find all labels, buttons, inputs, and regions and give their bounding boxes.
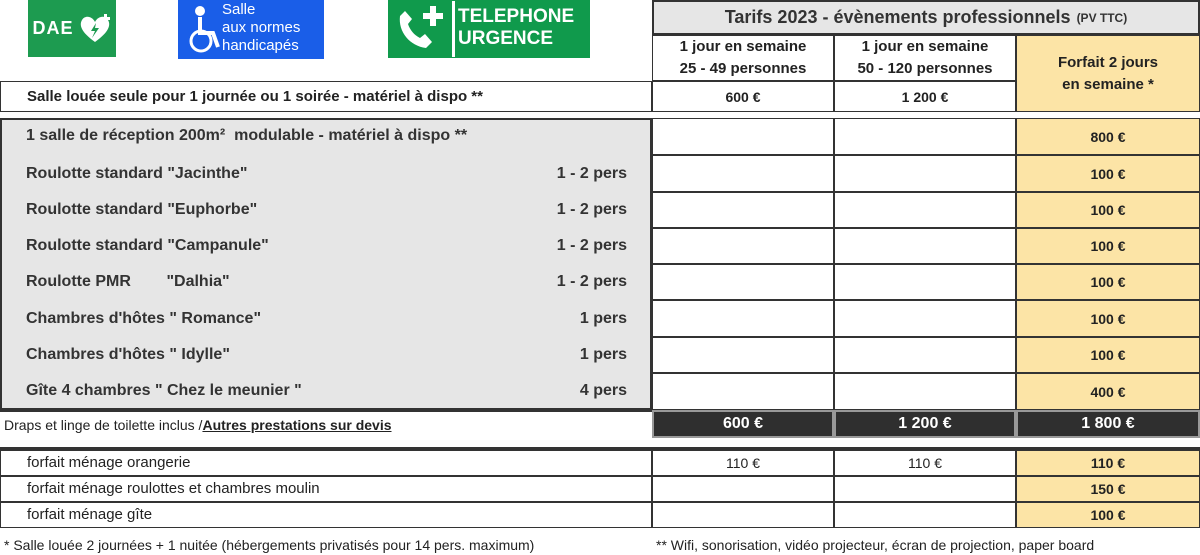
total-col-1-text: 600 €: [722, 415, 764, 432]
item-forfait-romance: [1016, 300, 1200, 337]
title-text: Tarifs 2023 - évènements professionnels: [724, 7, 1071, 27]
forfait-price: 100 €: [1090, 202, 1126, 218]
salle-seule-price-2-text: 1 200 €: [901, 88, 949, 105]
item-cell: [652, 118, 834, 155]
item-label-gite: Gîte 4 chambres " Chez le meunier ": [26, 382, 302, 399]
item-forfait-euphorbe: [1016, 192, 1200, 228]
forfait-price: 400 €: [1090, 383, 1126, 400]
item-cell: [652, 373, 834, 410]
menage-roulottes-label-cell: [0, 476, 652, 502]
totals-note: [4, 412, 392, 438]
telephone-line-2: URGENCE: [458, 28, 554, 49]
telephone-line-1: TELEPHONE: [458, 6, 575, 27]
item-label-idylle: Chambres d'hôtes " Idylle": [26, 346, 230, 363]
item-forfait-jacinthe: [1016, 155, 1200, 192]
menage-forfait-price: 100 €: [1090, 507, 1126, 523]
column-header-2-line-1: 1 jour en semaine: [861, 38, 989, 55]
linen-included-text: Draps et linge de toilette inclus /: [4, 417, 203, 433]
price-table-title: [652, 0, 1200, 35]
forfait-price: 100 €: [1090, 310, 1126, 327]
emergency-phone-logo: [388, 0, 590, 58]
item-cell: [834, 264, 1016, 300]
menage-price: 110 €: [726, 455, 760, 471]
forfait-price: 100 €: [1090, 238, 1126, 254]
salle-seule-label: Salle louée seule pour 1 journée ou 1 soirée - matériel à dispo **: [27, 87, 483, 105]
menage-orangerie-col-2: [834, 450, 1016, 476]
item-forfait-dalhia: [1016, 264, 1200, 300]
menage-gite-forfait: [1016, 502, 1200, 528]
total-col-2-text: 1 200 €: [898, 415, 952, 432]
other-services-link[interactable]: Autres prestations sur devis: [202, 417, 392, 433]
item-label-jacinthe: Roulotte standard "Jacinthe": [26, 165, 248, 182]
column-header-2-line-2: 50 - 120 personnes: [857, 60, 993, 77]
item-capacity-euphorbe: 1 - 2 pers: [556, 201, 627, 218]
menage-roulottes-forfait: [1016, 476, 1200, 502]
menage-label: forfait ménage gîte: [27, 506, 153, 523]
item-label-euphorbe: Roulotte standard "Euphorbe": [26, 201, 258, 218]
item-label-campanule: Roulotte standard "Campanule": [26, 237, 269, 254]
wheelchair-icon: [186, 5, 222, 55]
column-header-1: [652, 35, 834, 81]
item-cell: [834, 337, 1016, 373]
item-cell: [834, 373, 1016, 410]
phone-cross-icon: [390, 2, 450, 56]
item-cell: [652, 300, 834, 337]
item-forfait-idylle: [1016, 337, 1200, 373]
menage-orangerie-forfait: [1016, 450, 1200, 476]
total-col-forfait: [1016, 410, 1200, 438]
menage-roulottes-col-2: [834, 476, 1016, 502]
forfait-price: 100 €: [1090, 274, 1126, 290]
item-forfait-campanule: [1016, 228, 1200, 264]
item-cell: [652, 192, 834, 228]
column-header-1-line-2: 25 - 49 personnes: [679, 60, 807, 77]
item-forfait-gite: [1016, 373, 1200, 410]
accessibility-logo: [178, 0, 324, 59]
menage-gite-col-1: [652, 502, 834, 528]
item-cell: [652, 337, 834, 373]
forfait-price: 800 €: [1090, 128, 1126, 145]
menage-roulottes-col-1: [652, 476, 834, 502]
dae-logo-text: DAE: [32, 18, 74, 38]
column-header-3-line-2: en semaine *: [1062, 75, 1154, 93]
accessibility-line-1: Salle: [222, 1, 256, 18]
menage-orangerie-col-1: [652, 450, 834, 476]
dae-logo: [28, 0, 116, 57]
item-capacity-romance: 1 pers: [579, 310, 627, 327]
footnote-forfait: * Salle louée 2 journées + 1 nuitée (hébergements privatisés pour 14 pers. maximum): [4, 537, 535, 553]
item-label-dalhia: Roulotte PMR "Dalhia": [26, 273, 230, 290]
item-label-salle: 1 salle de réception 200m² modulable - matériel à dispo **: [26, 127, 468, 144]
item-capacity-idylle: 1 pers: [579, 346, 627, 363]
column-header-forfait: [1016, 35, 1200, 112]
item-cell: [834, 155, 1016, 192]
menage-price: 110 €: [908, 455, 942, 471]
item-cell: [834, 118, 1016, 155]
item-capacity-campanule: 1 - 2 pers: [556, 237, 627, 254]
menage-orangerie-label-cell: [0, 450, 652, 476]
footnote-equipment: ** Wifi, sonorisation, vidéo projecteur, écran de projection, paper board: [656, 537, 1095, 553]
total-col-1: [652, 410, 834, 438]
menage-label: forfait ménage roulottes et chambres moulin: [27, 480, 320, 497]
item-cell: [834, 228, 1016, 264]
forfait-price: 100 €: [1090, 347, 1126, 363]
total-col-2: [834, 410, 1016, 438]
item-capacity-jacinthe: 1 - 2 pers: [556, 165, 627, 182]
title-suffix: (PV TTC): [1076, 10, 1128, 25]
salle-seule-price-2: [834, 81, 1016, 112]
item-label-romance: Chambres d'hôtes " Romance": [26, 310, 262, 327]
menage-forfait-price: 110 €: [1090, 455, 1126, 471]
item-cell: [834, 300, 1016, 337]
column-header-2: [834, 35, 1016, 81]
heart-defibrillator-icon: [78, 14, 112, 44]
menage-gite-label-cell: [0, 502, 652, 528]
item-cell: [652, 228, 834, 264]
menage-label: forfait ménage orangerie: [27, 454, 191, 471]
salle-seule-label-cell: [0, 81, 652, 112]
offer-items-panel: [0, 118, 652, 410]
total-col-forfait-text: 1 800 €: [1081, 415, 1135, 432]
salle-seule-price-1-text: 600 €: [725, 88, 761, 105]
accessibility-line-3: handicapés: [222, 37, 299, 54]
accessibility-line-2: aux normes: [222, 19, 301, 36]
item-cell: [834, 192, 1016, 228]
salle-seule-price-1: [652, 81, 834, 112]
item-cell: [652, 264, 834, 300]
item-forfait-salle: [1016, 118, 1200, 155]
column-header-1-line-1: 1 jour en semaine: [679, 38, 807, 55]
column-header-3-line-1: Forfait 2 jours: [1057, 53, 1158, 71]
item-capacity-gite: 4 pers: [579, 382, 627, 399]
menage-forfait-price: 150 €: [1090, 481, 1126, 497]
forfait-price: 100 €: [1090, 165, 1126, 182]
menage-gite-col-2: [834, 502, 1016, 528]
item-capacity-dalhia: 1 - 2 pers: [556, 273, 627, 290]
item-cell: [652, 155, 834, 192]
